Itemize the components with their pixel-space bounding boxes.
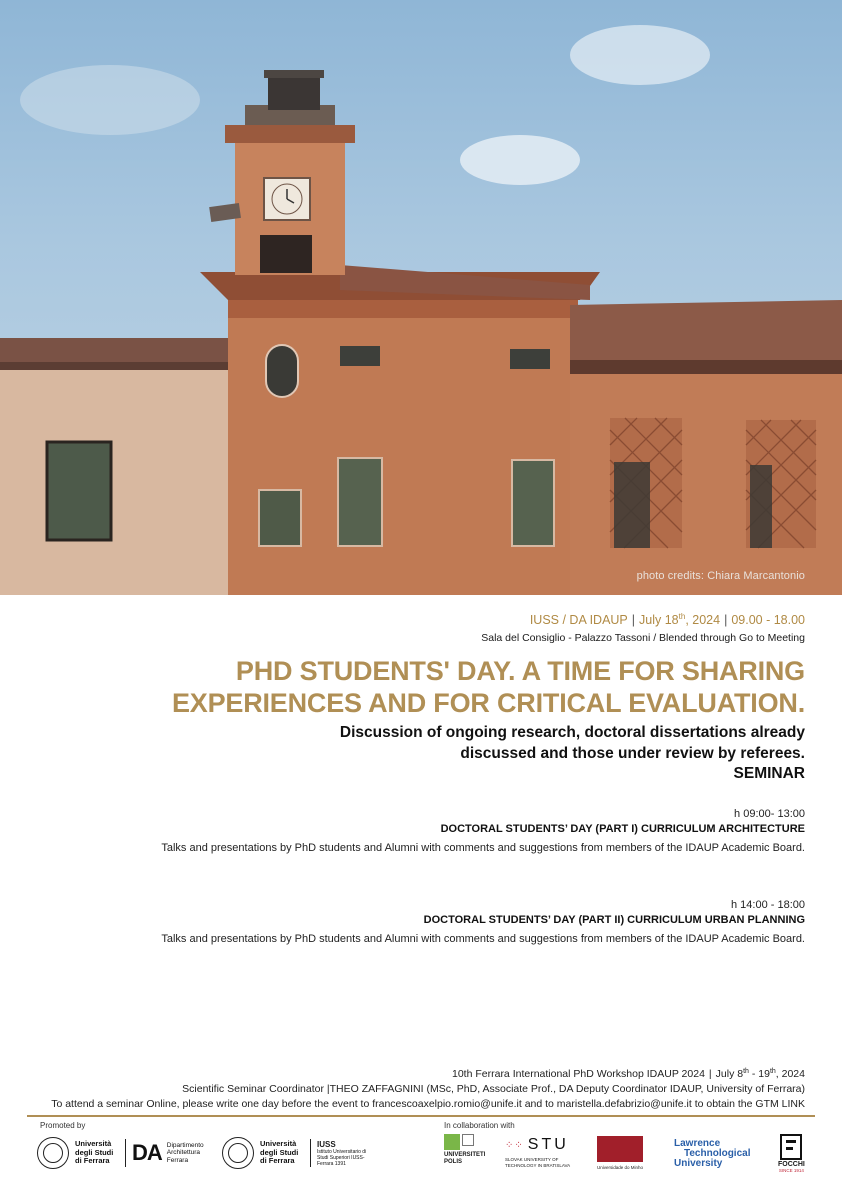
event-meta: IUSS / DA IDAUP | July 18th, 2024 | 09.00 - 18.00 [529,612,805,627]
session-2-description: Talks and presentations by PhD students and Alumni with comments and suggestions from members of the IDAUP Academic Board. [161,933,805,945]
polis-logo: UNIVERSITETI POLIS [444,1134,476,1166]
da-logo-mark: DA [132,1140,162,1165]
ltu-logo: Lawrence Technological University [674,1138,751,1169]
footer-divider [27,1115,815,1117]
iuss-logo: Università degli Studi di Ferrara IUSS Istituto Universitario di Studi Superiori IUSS-Ferrara 1391 [222,1137,369,1169]
session-1-title: DOCTORAL STUDENTS’ DAY (PART I) CURRICULUM ARCHITECTURE [440,823,805,835]
stu-dots-icon: ⁘⁘ [505,1139,524,1151]
workshop-info: 10th Ferrara International PhD Workshop IDAUP 2024 | July 8th - 19th, 2024 [452,1068,805,1080]
coordinator-info: Scientific Seminar Coordinator |THEO ZAFFAGNINI (MSc, PhD, Associate Prof., DA Deputy Coordinator IDAUP, University of Ferrara) [182,1083,805,1095]
focchi-mark-icon [780,1134,802,1160]
unife-seal-icon [37,1137,69,1169]
unife-logo: Università degli Studi di Ferrara DA Dipartimento Architettura Ferrara [37,1137,217,1169]
minho-logo: Universidade do Minho [597,1136,643,1170]
collaboration-label: In collaboration with [444,1121,515,1130]
polis-icon [444,1134,474,1150]
session-2-time: h 14:00 - 18:00 [730,899,805,911]
page-subtitle: Discussion of ongoing research, doctoral dissertations already discussed and those under review by referees. [339,724,805,762]
page-title: PHD STUDENTS' DAY. A TIME FOR SHARING EXPERIENCES AND FOR CRITICAL EVALUATION. [171,656,805,718]
event-time: 09.00 - 18.00 [731,613,805,627]
session-1-time: h 09:00- 13:00 [734,808,805,820]
event-type-label: SEMINAR [733,765,805,782]
stu-logo: ⁘⁘ STU SLOVAK UNIVERSITY OF TECHNOLOGY IN BRATISLAVA [505,1136,571,1168]
event-date: July 18th, 2024 [639,612,721,627]
promoted-by-label: Promoted by [40,1121,86,1130]
focchi-logo: FOCCHI SINCE 1914 [778,1134,805,1173]
session-1-description: Talks and presentations by PhD students and Alumni with comments and suggestions from members of the IDAUP Academic Board. [161,842,805,854]
online-attendance-note: To attend a seminar Online, please write one day before the event to francescoaxelpio.romio@unife.it and to maristella.defabrizio@unife.it to obtain the GTM LINK [51,1098,805,1110]
building-photo [0,0,842,595]
event-venue: Sala del Consiglio - Palazzo Tassoni / Blended through Go to Meeting [481,632,805,644]
organizer: IUSS / DA IDAUP [529,613,628,627]
minho-emblem-icon [597,1136,643,1162]
photo-credit: photo credits: Chiara Marcantonio [636,570,805,582]
header-photo [0,0,842,595]
session-2-title: DOCTORAL STUDENTS’ DAY (PART II) CURRICULUM URBAN PLANNING [423,914,805,926]
unife-seal-icon [222,1137,254,1169]
